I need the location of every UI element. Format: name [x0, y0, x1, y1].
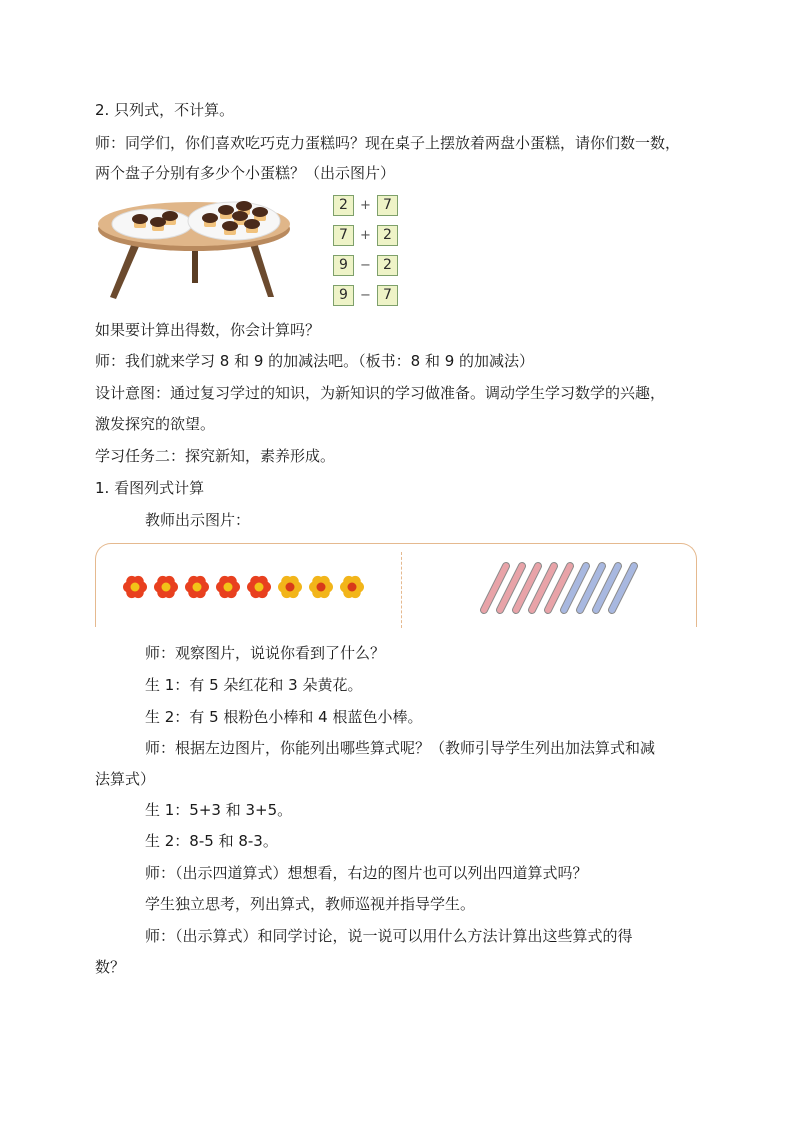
dialogue-line: 生 1：5+3 和 3+5。: [145, 801, 293, 819]
number-box: 7: [333, 225, 354, 246]
flowers-group: [122, 574, 366, 600]
subsection-heading: 1. 看图列式计算: [95, 479, 205, 497]
red-flower-icon: [123, 576, 147, 598]
dashed-divider: [401, 552, 402, 628]
teacher-line-2: 两个盘子分别有多少个小蛋糕？（出示图片）: [95, 164, 396, 182]
dialogue-line: 生 2：8-5 和 8-3。: [145, 832, 278, 850]
dialogue-line: 师：（出示四道算式）想想看，右边的图片也可以列出四道算式吗？: [145, 864, 588, 882]
number-box: 9: [333, 255, 354, 276]
dialogue-line: 师：（出示算式）和同学讨论，说一说可以用什么方法计算出这些算式的得: [145, 927, 633, 945]
task-two-heading: 学习任务二：探究新知，素养形成。: [95, 447, 336, 465]
number-box: 2: [333, 195, 354, 216]
dialogue-line: 学生独立思考，列出算式，教师巡视并指导学生。: [145, 895, 476, 913]
red-flower-icon: [247, 576, 271, 598]
number-box: 2: [377, 225, 398, 246]
number-box: 7: [377, 195, 398, 216]
number-box: 7: [377, 285, 398, 306]
yellow-flower-icon: [278, 576, 302, 598]
show-picture-line: 教师出示图片：: [145, 511, 251, 529]
operator: +: [360, 228, 371, 243]
equation-row: [333, 225, 408, 246]
operator: −: [360, 258, 371, 273]
teacher-line-1: 师：同学们，你们喜欢吃巧克力蛋糕吗？现在桌子上摆放着两盘小蛋糕，请你们数一数，: [95, 134, 681, 152]
red-flower-icon: [185, 576, 209, 598]
design-intent-line-2: 激发探究的欲望。: [95, 415, 216, 433]
yellow-flower-icon: [340, 576, 364, 598]
equation-row: [333, 255, 408, 276]
equation-row: [333, 195, 408, 216]
picture-panel: [95, 543, 697, 627]
dialogue-line: 数？: [95, 958, 126, 976]
section-title: 2. 只列式，不计算。: [95, 101, 235, 119]
equation-row: [333, 285, 408, 306]
dialogue-line: 师：观察图片，说说你看到了什么？: [145, 644, 386, 662]
equation-cards: [333, 195, 408, 315]
yellow-flower-icon: [309, 576, 333, 598]
red-flower-icon: [216, 576, 240, 598]
teacher-intro: 师：我们就来学习 8 和 9 的加减法吧。（板书：8 和 9 的加减法）: [95, 352, 535, 370]
dialogue-line: 法算式）: [95, 770, 156, 788]
dialogue-line: 生 1：有 5 朵红花和 3 朵黄花。: [145, 676, 363, 694]
number-box: 2: [377, 255, 398, 276]
sticks-group: [476, 560, 656, 616]
number-box: 9: [333, 285, 354, 306]
dialogue-line: 师：根据左边图片，你能列出哪些算式呢？（教师引导学生列出加法算式和减: [145, 739, 656, 757]
dialogue-line: 生 2：有 5 根粉色小棒和 4 根蓝色小棒。: [145, 708, 423, 726]
red-flower-icon: [154, 576, 178, 598]
cupcake-table-illustration: [96, 193, 296, 301]
operator: +: [360, 198, 371, 213]
design-intent-line-1: 设计意图：通过复习学过的知识，为新知识的学习做准备。调动学生学习数学的兴趣，: [95, 384, 666, 402]
operator: −: [360, 288, 371, 303]
question-line: 如果要计算出得数，你会计算吗？: [95, 321, 321, 339]
